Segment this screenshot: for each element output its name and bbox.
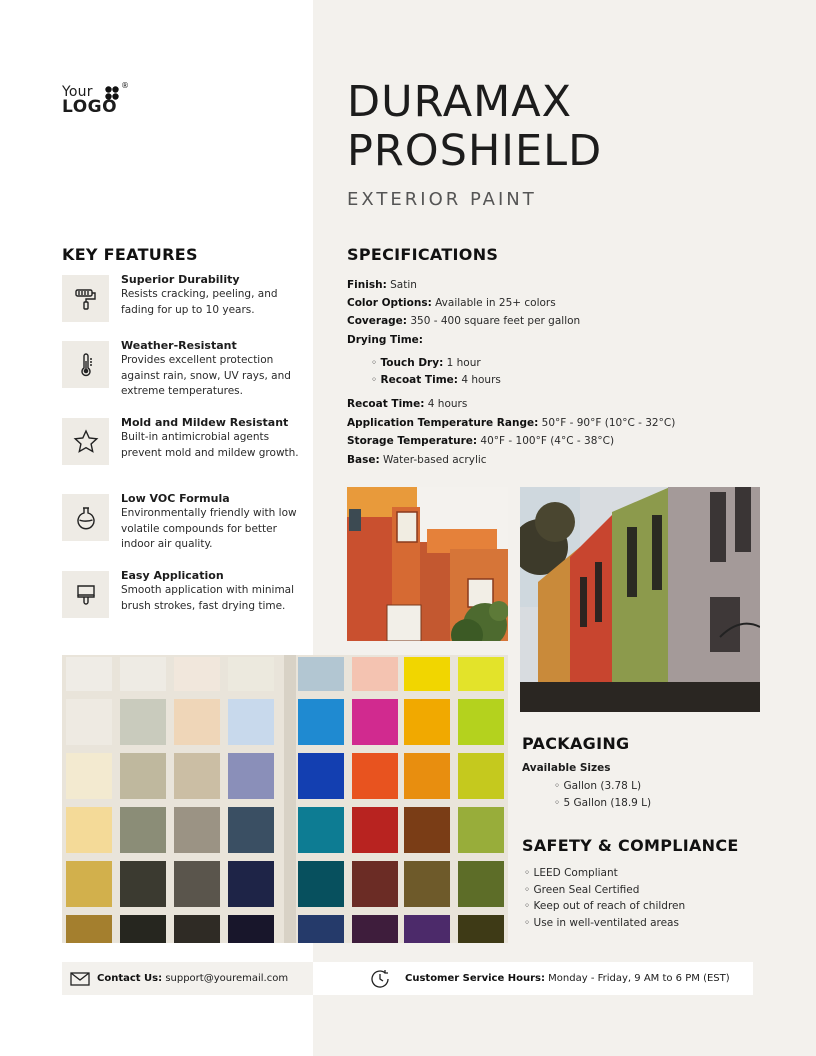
feature-title: Weather-Resistant (121, 339, 237, 352)
street-houses-photo (520, 487, 760, 712)
contact-label: Contact Us: (97, 973, 163, 984)
logo-line2: LOGO (62, 97, 118, 117)
product-subtitle: EXTERIOR PAINT (347, 189, 537, 210)
list-item: ◦ Keep out of reach of children (524, 900, 686, 912)
orange-building-photo (347, 487, 508, 641)
product-title-line1: DURAMAX (347, 77, 573, 127)
feature-description: Provides excellent protection against rain, snow, UV rays, and extreme temperatures. (121, 354, 291, 397)
hours-label: Customer Service Hours: (405, 973, 545, 984)
list-item: ◦ LEED Compliant (524, 867, 618, 879)
list-item: ◦ Green Seal Certified (524, 883, 640, 896)
list-item: ◦ 5 Gallon (18.9 L) (554, 796, 652, 809)
feature-title: Low VOC Formula (121, 492, 230, 505)
contact-email[interactable]: support@youremail.com (165, 973, 289, 984)
list-item: ◦ Gallon (3.78 L) (554, 780, 642, 792)
feature-title: Mold and Mildew Resistant (121, 416, 289, 429)
hours-value: Monday - Friday, 9 AM to 6 PM (EST) (548, 973, 730, 984)
product-title (347, 78, 602, 176)
list-item: ◦ Use in well-ventilated areas (524, 916, 679, 929)
spec-coverage: Coverage: 350 - 400 square feet per gallon (347, 315, 581, 327)
packaging-heading: PACKAGING (522, 734, 630, 753)
safety-list (524, 865, 685, 931)
logo (62, 81, 142, 120)
safety-heading: SAFETY & COMPLIANCE (522, 836, 739, 855)
sizes-list (554, 778, 651, 811)
spec-finish: Finish: Satin (347, 279, 417, 291)
star-icon (62, 418, 109, 465)
spec-application-temperature: Application Temperature Range: 50°F - 90°F (10°C - 32°C) (347, 417, 676, 429)
flask-icon (62, 494, 109, 541)
clock-icon (369, 968, 391, 990)
feature-title: Superior Durability (121, 273, 240, 286)
spec-drying-time: Drying Time: (347, 334, 424, 346)
spec-base: Base: Water-based acrylic (347, 454, 487, 466)
feature-description: Built-in antimicrobial agents prevent mold and mildew growth. (121, 431, 299, 459)
spec-color-options: Color Options: Available in 25+ colors (347, 297, 556, 309)
key-features-heading: KEY FEATURES (62, 245, 198, 264)
feature-title: Easy Application (121, 569, 224, 582)
feature-description: Resists cracking, peeling, and fading for up to 10 years. (121, 288, 278, 316)
paint-brush-icon (62, 571, 109, 618)
footer-hours (313, 962, 753, 995)
logo-line1: Your (62, 84, 93, 100)
available-sizes-label: Available Sizes (522, 762, 611, 774)
feature-description: Environmentally friendly with low volatile compounds for better indoor air quality. (121, 507, 297, 550)
spec-touch-dry: ◦ Touch Dry: 1 hour (371, 357, 481, 369)
envelope-icon (70, 972, 90, 986)
spec-recoat-time: Recoat Time: 4 hours (347, 398, 468, 410)
logo-registered: ® (121, 81, 129, 90)
product-title-line2: PROSHIELD (347, 126, 603, 176)
feature-description: Smooth application with minimal brush strokes, fast drying time. (121, 584, 295, 612)
specifications-heading: SPECIFICATIONS (347, 245, 499, 264)
thermometer-icon (62, 341, 109, 388)
spec-storage-temperature: Storage Temperature: 40°F - 100°F (4°C - 38°C) (347, 435, 615, 447)
paint-roller-icon (62, 275, 109, 322)
spec-recoat-sub: ◦ Recoat Time: 4 hours (371, 374, 501, 386)
footer-contact (62, 962, 314, 995)
color-swatch-chart (62, 655, 508, 943)
